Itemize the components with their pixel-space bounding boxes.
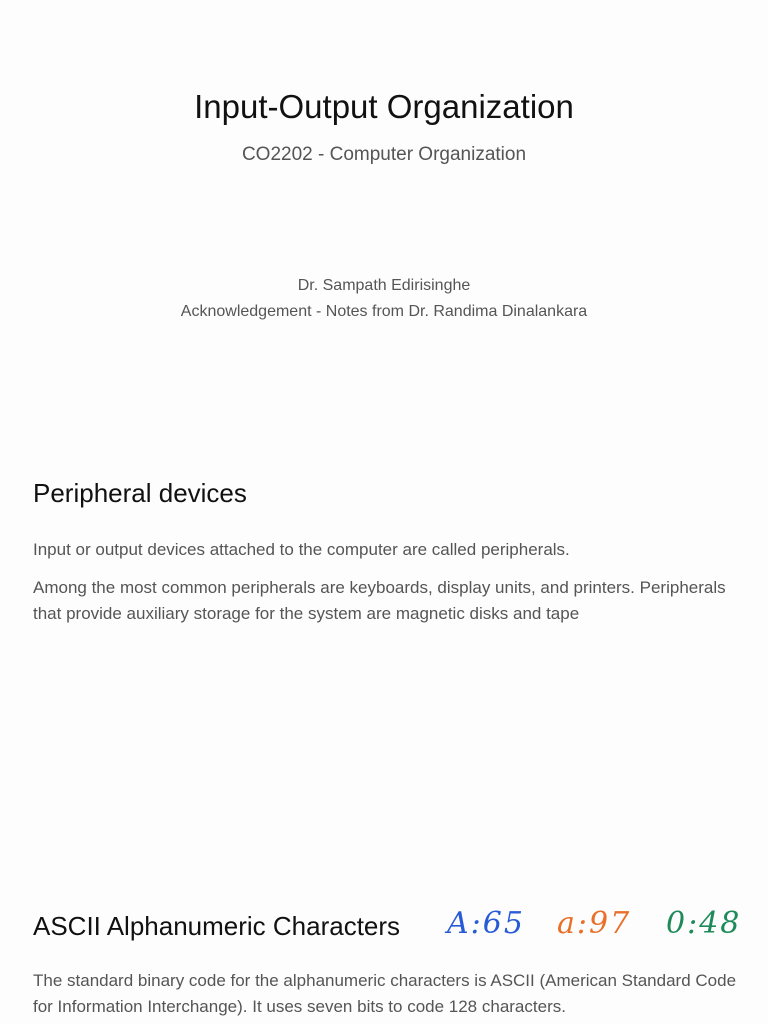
handwritten-annotation-digit: 0:48 xyxy=(666,906,742,941)
peripheral-heading: Peripheral devices xyxy=(33,478,247,508)
peripheral-paragraph-1: Input or output devices attached to the computer are called peripherals. xyxy=(33,540,570,559)
handwritten-annotation-lowercase: a:97 xyxy=(557,906,632,941)
course-subtitle: CO2202 - Computer Organization xyxy=(241,144,527,165)
author-name: Dr. Sampath Edirisinghe xyxy=(297,277,471,294)
ascii-paragraph: The standard binary code for the alphanumeric characters is ASCII (American Standard Code for Information Interchange). It uses seven bits to code 128 characters. xyxy=(33,971,737,1016)
page-title: Input-Output Organization xyxy=(194,88,574,125)
acknowledgement: Acknowledgement - Notes from Dr. Randima Dinalankara xyxy=(180,303,588,320)
handwritten-annotation-uppercase: A:65 xyxy=(447,906,525,941)
title-slide xyxy=(0,0,768,440)
ascii-heading: ASCII Alphanumeric Characters xyxy=(33,911,401,941)
peripheral-paragraph-2: Among the most common peripherals are keyboards, display units, and printers. Peripherals that provide auxiliary storage for the system are magnetic disks and tape xyxy=(33,578,726,623)
